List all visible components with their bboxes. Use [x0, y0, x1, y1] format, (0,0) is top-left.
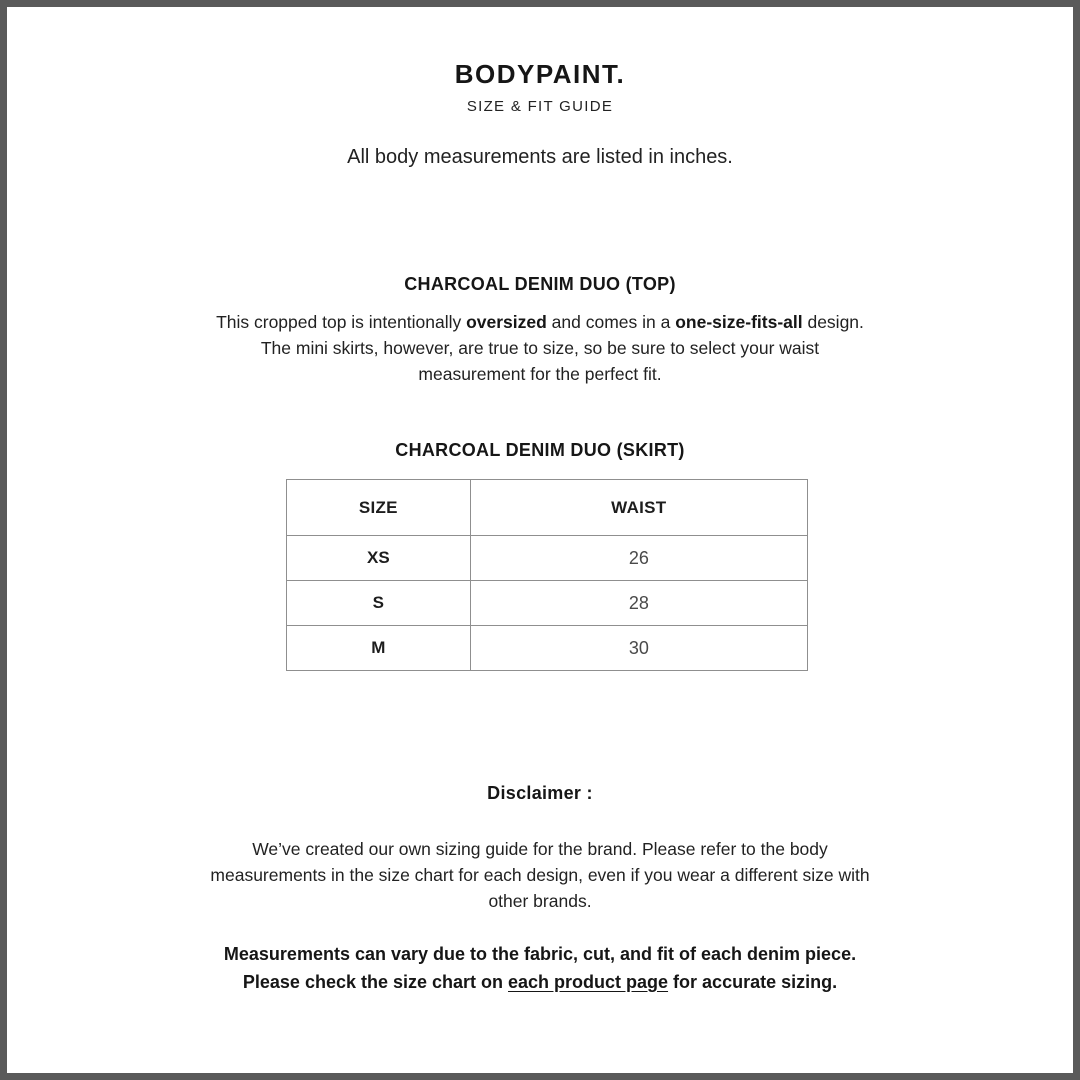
top-section-paragraph [7, 309, 1073, 387]
top-section-heading: CHARCOAL DENIM DUO (TOP) [404, 274, 676, 294]
disclaimer-paragraph [7, 836, 1073, 914]
disclaimer-heading: Disclaimer : [487, 783, 593, 803]
waist-cell-m: 30 [470, 626, 807, 671]
top-paragraph-bold-oversized: oversized [466, 312, 547, 332]
disclaimer-line2: measurements in the size chart for each design, even if you wear a different size with [210, 865, 870, 885]
disclaimer-line1: We’ve created our own sizing guide for the brand. Please refer to the body [252, 839, 828, 859]
disclaimer-line3: other brands. [488, 891, 592, 911]
table-row [287, 626, 808, 671]
size-column-header: SIZE [287, 480, 471, 536]
warning-line1: Measurements can vary due to the fabric, cut, and fit of each denim piece. [223, 944, 857, 964]
measurement-note: All body measurements are listed in inches. [347, 146, 733, 168]
each-product-page-link[interactable]: each product page [508, 971, 669, 992]
warning-line2-segment: Please check the size chart on [242, 971, 509, 992]
top-paragraph-bold-one-size: one-size-fits-all [675, 312, 803, 332]
top-paragraph-segment: This cropped top is intentionally [216, 312, 467, 332]
top-paragraph-segment: design. [802, 312, 864, 332]
waist-cell-xs: 26 [470, 536, 807, 581]
table-header-row [287, 480, 808, 536]
size-chart-table [286, 479, 808, 671]
top-paragraph-line3: measurement for the perfect fit. [418, 364, 662, 384]
size-cell-m: M [287, 626, 471, 671]
warning-line2-segment: for accurate sizing. [668, 971, 838, 992]
brand-name: BODYPAINT. [454, 59, 626, 89]
skirt-section-heading: CHARCOAL DENIM DUO (SKIRT) [395, 440, 685, 460]
top-paragraph-segment: and comes in a [546, 312, 676, 332]
size-cell-s: S [287, 581, 471, 626]
page-subtitle: SIZE & FIT GUIDE [466, 98, 614, 115]
waist-column-header: WAIST [470, 480, 807, 536]
table-row [287, 536, 808, 581]
sizing-warning-paragraph [7, 941, 1073, 996]
table-row [287, 581, 808, 626]
size-cell-xs: XS [287, 536, 471, 581]
waist-cell-s: 28 [470, 581, 807, 626]
top-paragraph-line2: The mini skirts, however, are true to size, so be sure to select your waist [260, 338, 820, 358]
